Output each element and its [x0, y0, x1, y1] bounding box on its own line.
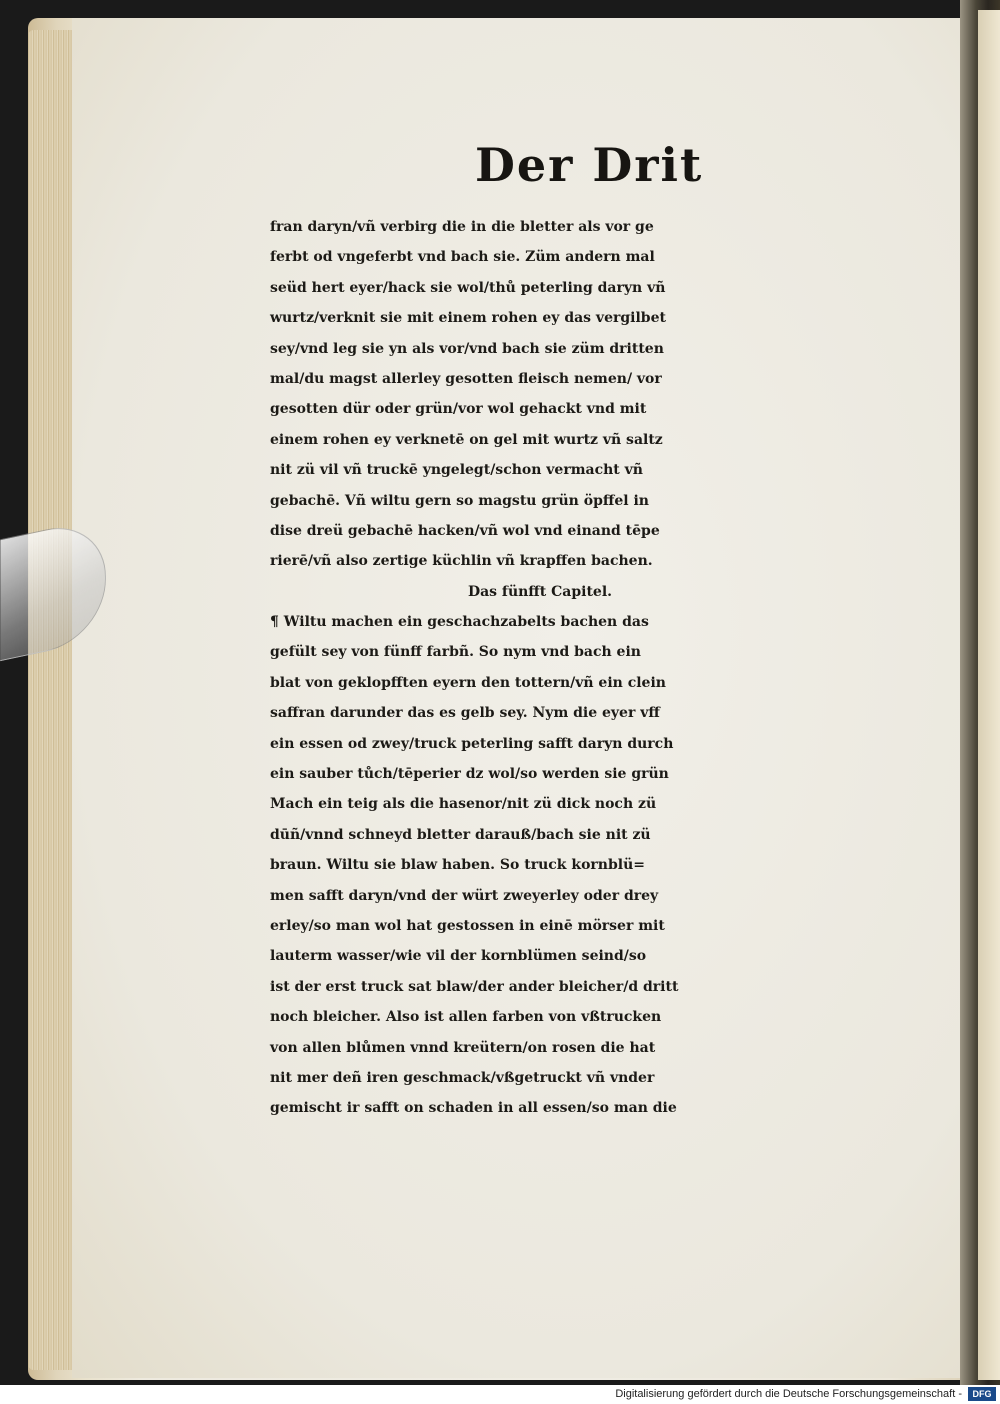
footer-bar	[0, 1385, 1000, 1404]
text-line: gebachē. Vñ wiltu gern so magstu grün öpffel in	[270, 492, 649, 509]
text-line: saffran darunder das es gelb sey. Nym die eyer vff	[270, 705, 660, 722]
text-line: ist der erst truck sat blaw/der ander bleicher/d dritt	[270, 978, 679, 995]
running-header: Der Drit	[475, 138, 704, 192]
text-line: men safft daryn/vnd der würt zweyerley oder drey	[270, 887, 659, 904]
page-edges	[28, 30, 72, 1370]
text-line: fran daryn/vñ verbirg die in die bletter als vor ge	[270, 219, 654, 235]
text-block	[270, 212, 900, 1124]
text-line: ein sauber tůch/tēperier dz wol/so werden sie grün	[270, 766, 669, 783]
text-line: nit mer deñ iren geschmack/vßgetruckt vñ vnder	[270, 1069, 655, 1086]
text-line: nit zü vil vñ truckē yngelegt/schon vermacht vñ	[270, 462, 643, 479]
text-line: mal/du magst allerley gesotten fleisch nemen/ vor	[270, 370, 662, 387]
text-line: ferbt od vngeferbt vnd bach sie. Züm andern mal	[270, 249, 655, 266]
text-line: rierē/vñ also zertige küchlin vñ krapffen bachen.	[270, 553, 653, 570]
text-line: braun. Wiltu sie blaw haben. So truck kornblü=	[270, 857, 645, 874]
text-line: Mach ein teig als die hasenor/nit zü dick noch zü	[270, 796, 657, 813]
text-line: gesotten dür oder grün/vor wol gehackt vnd mit	[270, 401, 647, 418]
facing-page-edge	[978, 10, 1000, 1380]
text-line: gefült sey von fünff farbñ. So nym vnd bach ein	[270, 644, 641, 661]
text-line: von allen blůmen vnnd kreütern/on rosen die hat	[270, 1039, 656, 1056]
funding-notice: Digitalisierung gefördert durch die Deutsche Forschungsgemeinschaft -	[615, 1388, 962, 1400]
text-line: dūñ/vnnd schneyd bletter darauß/bach sie nit zü	[270, 826, 651, 843]
text-line: wurtz/verknit sie mit einem rohen ey das vergilbet	[270, 310, 666, 327]
dfg-logo: DFG	[968, 1387, 996, 1401]
text-line: sey/vnd leg sie yn als vor/vnd bach sie züm dritten	[270, 340, 664, 357]
text-line: ¶ Wiltu machen ein geschachzabelts bachen das	[270, 614, 649, 631]
text-line: seüd hert eyer/hack sie wol/thů peterling daryn vñ	[270, 279, 666, 296]
text-line: lauterm wasser/wie vil der kornblümen seind/so	[270, 948, 647, 965]
text-line: ein essen od zwey/truck peterling safft daryn durch	[270, 735, 674, 752]
text-line: einem rohen ey verknetē on gel mit wurtz vñ saltz	[270, 431, 663, 448]
text-line: dise dreü gebachē hacken/vñ wol vnd einand tēpe	[270, 522, 660, 539]
text-line: erley/so man wol hat gestossen in einē mörser mit	[270, 917, 665, 934]
text-line: gemischt ir safft on schaden in all essen/so man die	[270, 1100, 677, 1117]
text-line: noch bleicher. Also ist allen farben von vßtrucken	[270, 1009, 662, 1026]
chapter-heading: Das fünfft Capitel.	[467, 583, 613, 600]
text-line: blat von geklopfften eyern den tottern/vñ ein clein	[270, 674, 666, 691]
